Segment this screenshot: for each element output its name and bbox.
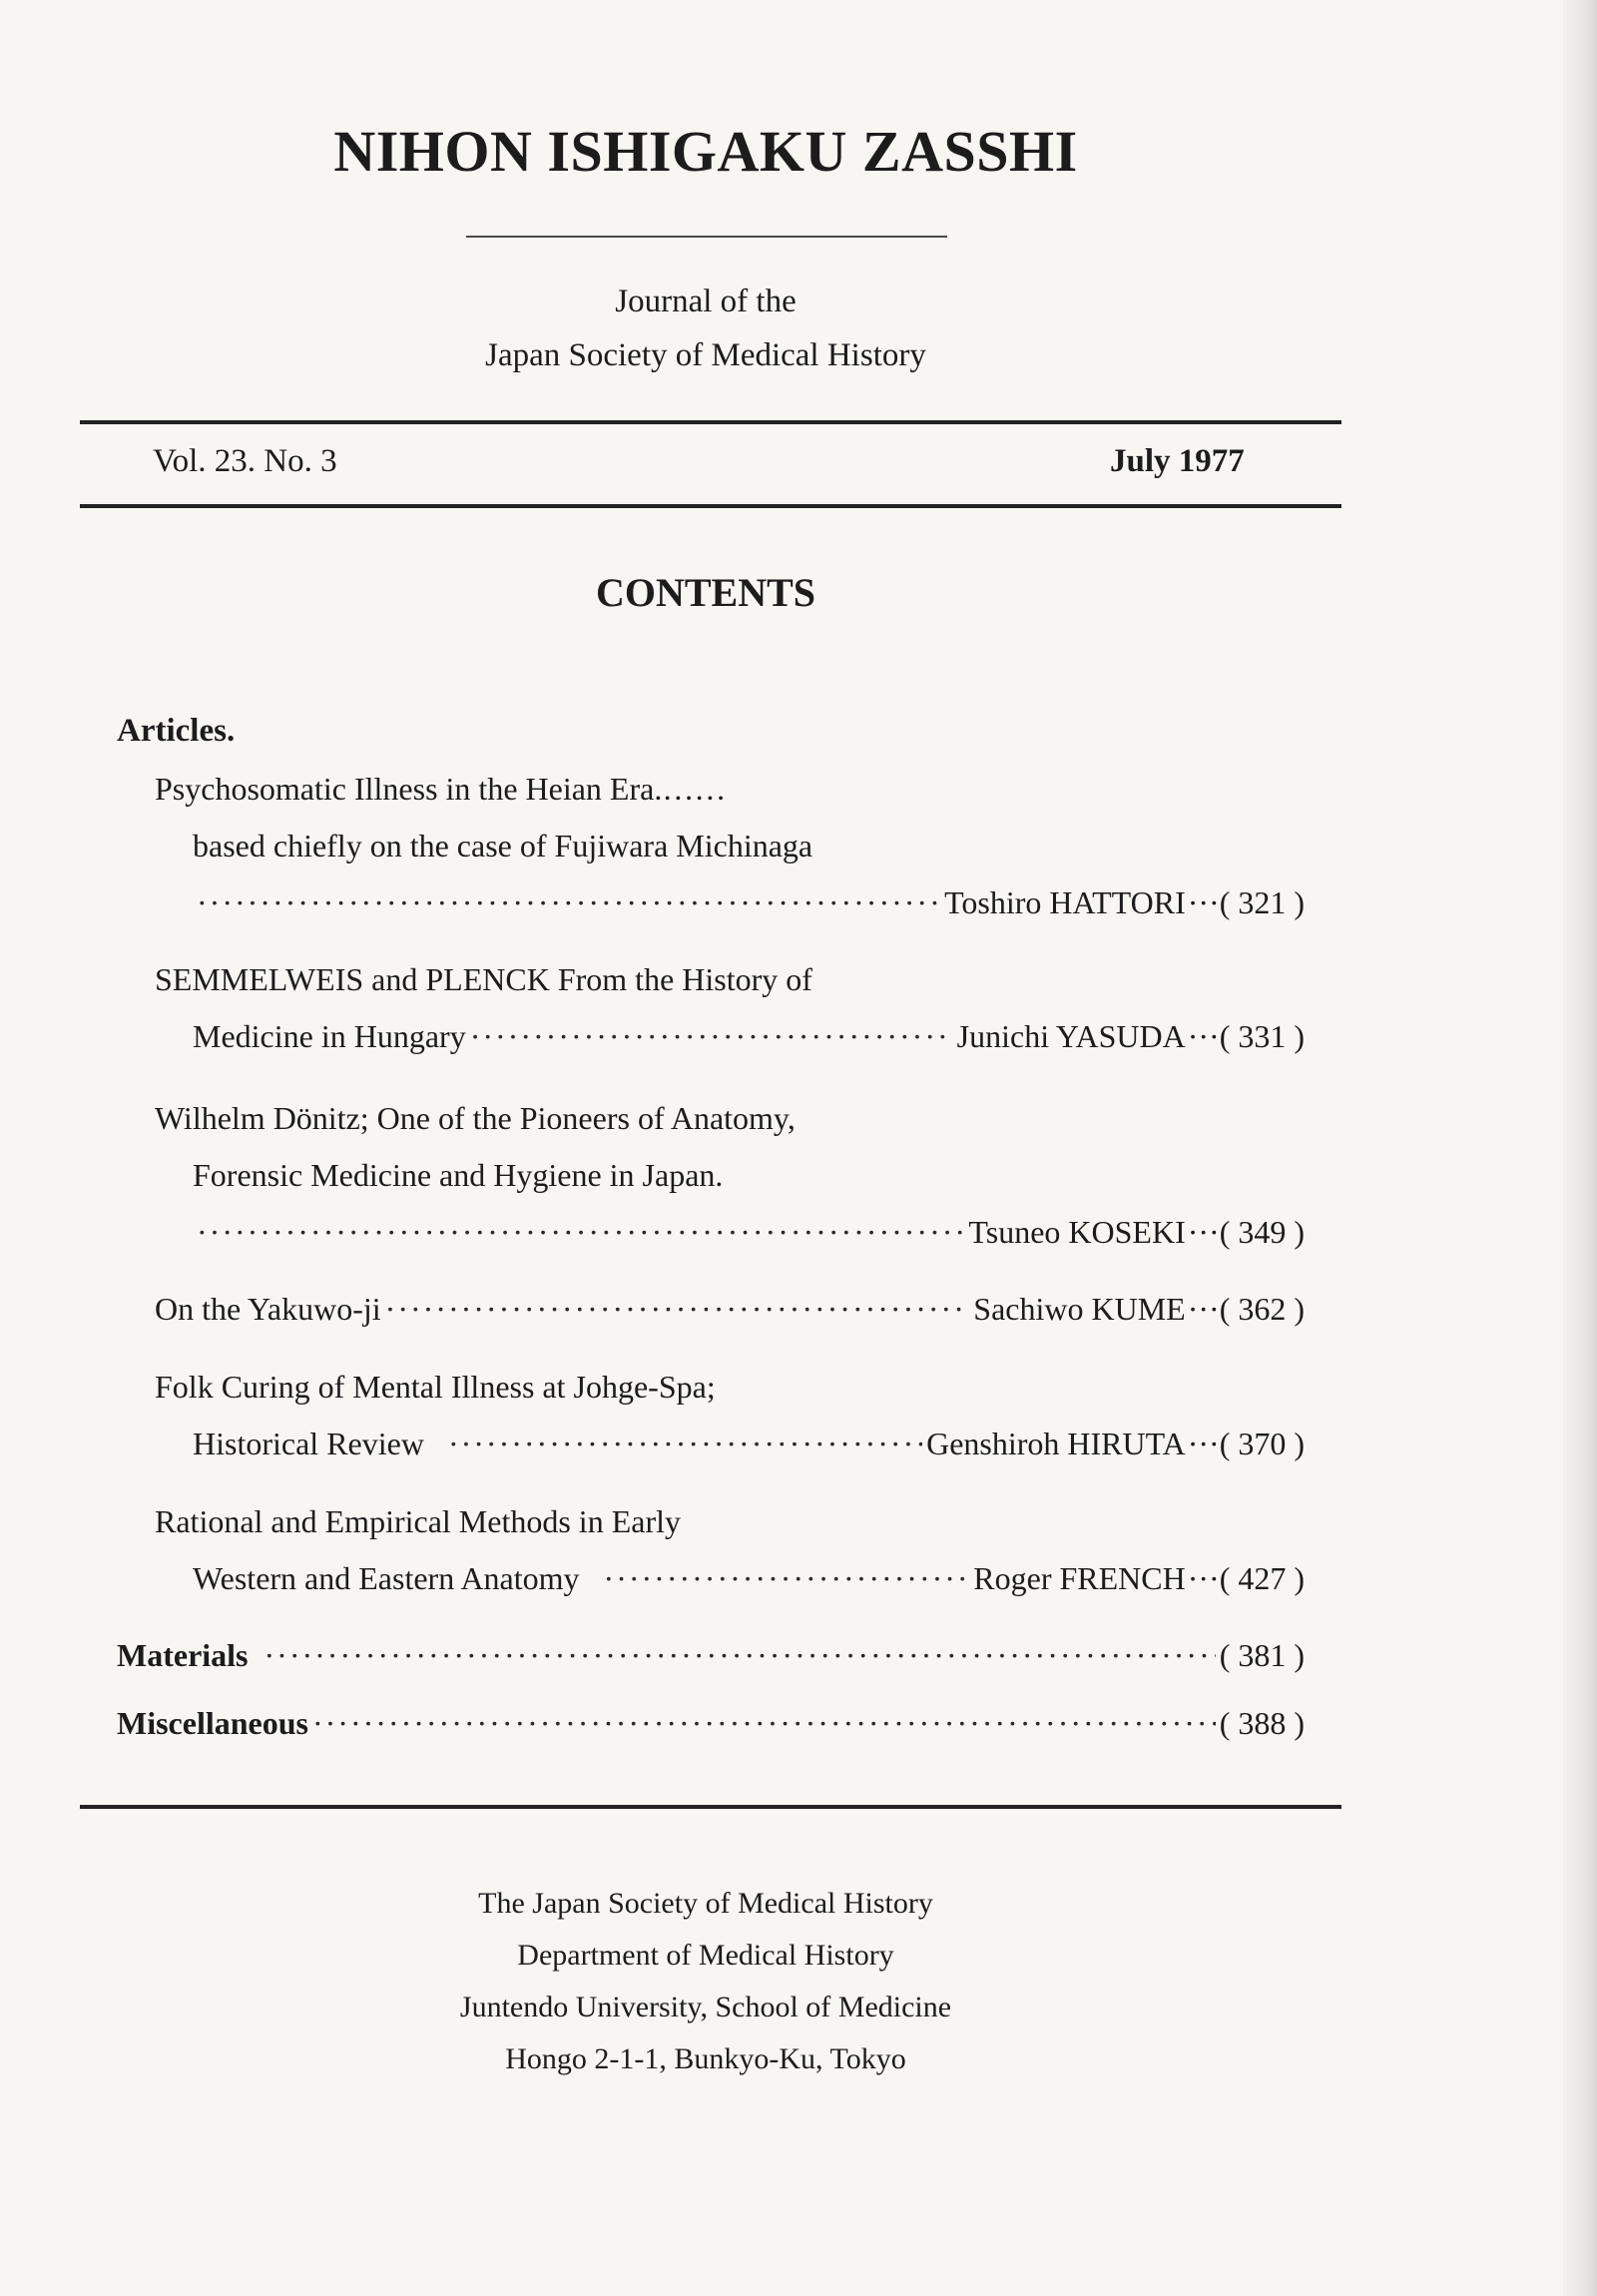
leader-dots (385, 1291, 970, 1328)
title-divider (466, 236, 947, 238)
article-3-title-line2: Forensic Medicine and Hygiene in Japan. (193, 1157, 724, 1193)
leader-dots (265, 1637, 1216, 1674)
footer-address: Hongo 2-1-1, Bunkyo-Ku, Tokyo (505, 2042, 906, 2075)
leader-dots (470, 1018, 953, 1055)
ellipsis: ··· (1187, 1214, 1220, 1250)
ellipsis: ··· (1187, 1560, 1220, 1596)
article-5-title-line2: Historical Review (193, 1426, 424, 1461)
page-edge-shadow (1563, 0, 1597, 2296)
journal-title: NIHON ISHIGAKU ZASSHI (333, 119, 1078, 184)
leader-dots (312, 1705, 1216, 1742)
article-1-page: ( 321 ) (1219, 884, 1305, 920)
article-6-title-line2: Western and Eastern Anatomy (193, 1560, 580, 1596)
article-3-page: ( 349 ) (1219, 1214, 1305, 1250)
journal-subtitle-line1: Journal of the (615, 284, 797, 319)
article-1-author: Toshiro HATTORI (944, 884, 1186, 920)
leader-dots (448, 1426, 922, 1462)
materials-page: ( 381 ) (1219, 1637, 1305, 1673)
footer-department: Department of Medical History (517, 1939, 894, 1972)
article-2-author: Junichi YASUDA (956, 1018, 1186, 1054)
article-1-entry[interactable] (193, 884, 1305, 921)
ellipsis: ··· (1187, 1426, 1220, 1461)
miscellaneous-page: ( 388 ) (1219, 1705, 1305, 1741)
article-3-author: Tsuneo KOSEKI (968, 1214, 1186, 1250)
leader-dots (197, 1214, 964, 1251)
article-6-entry[interactable] (193, 1560, 1305, 1597)
article-5-author: Genshiroh HIRUTA (926, 1426, 1186, 1461)
ellipsis: ··· (1187, 1018, 1220, 1054)
leader-dots (197, 884, 940, 921)
article-2-entry[interactable] (193, 1018, 1305, 1055)
footer-rule (80, 1805, 1341, 1809)
issue-volume: Vol. 23. No. 3 (153, 443, 337, 479)
footer-university: Juntendo University, School of Medicine (459, 1991, 952, 2023)
article-5-page: ( 370 ) (1219, 1426, 1305, 1461)
materials-label: Materials (117, 1637, 249, 1673)
article-2-title-line2: Medicine in Hungary (193, 1018, 466, 1054)
materials-entry[interactable] (117, 1637, 1305, 1674)
article-2-page: ( 331 ) (1219, 1018, 1305, 1054)
article-4-entry[interactable] (155, 1291, 1305, 1328)
ellipsis: ··· (1187, 1291, 1220, 1327)
article-5-entry[interactable] (193, 1426, 1305, 1462)
issue-date: July 1977 (1110, 443, 1245, 479)
contents-heading: CONTENTS (595, 570, 816, 615)
article-3-entry[interactable] (193, 1214, 1305, 1251)
article-1-title-line1: Psychosomatic Illness in the Heian Era.…… (155, 771, 727, 807)
article-4-title-line1: On the Yakuwo-ji (155, 1291, 381, 1327)
article-6-author: Roger FRENCH (973, 1560, 1186, 1596)
articles-heading: Articles. (117, 713, 236, 749)
footer-society: The Japan Society of Medical History (478, 1887, 933, 1920)
article-5-title-line1: Folk Curing of Mental Illness at Johge-Spa; (155, 1369, 716, 1405)
article-4-page: ( 362 ) (1219, 1291, 1305, 1327)
article-1-title-line2: based chiefly on the case of Fujiwara Michinaga (193, 828, 813, 863)
miscellaneous-label: Miscellaneous (117, 1705, 308, 1741)
journal-subtitle-line2: Japan Society of Medical History (485, 337, 926, 373)
issue-bottom-rule (80, 504, 1341, 508)
miscellaneous-entry[interactable] (117, 1705, 1305, 1742)
issue-top-rule (80, 420, 1341, 424)
article-3-title-line1: Wilhelm Dönitz; One of the Pioneers of Anatomy, (155, 1100, 796, 1136)
article-6-title-line1: Rational and Empirical Methods in Early (155, 1503, 681, 1539)
article-6-page: ( 427 ) (1219, 1560, 1305, 1596)
leader-dots (604, 1560, 970, 1597)
article-4-author: Sachiwo KUME (973, 1291, 1186, 1327)
ellipsis: ··· (1187, 884, 1220, 920)
article-2-title-line1: SEMMELWEIS and PLENCK From the History of (155, 961, 812, 997)
